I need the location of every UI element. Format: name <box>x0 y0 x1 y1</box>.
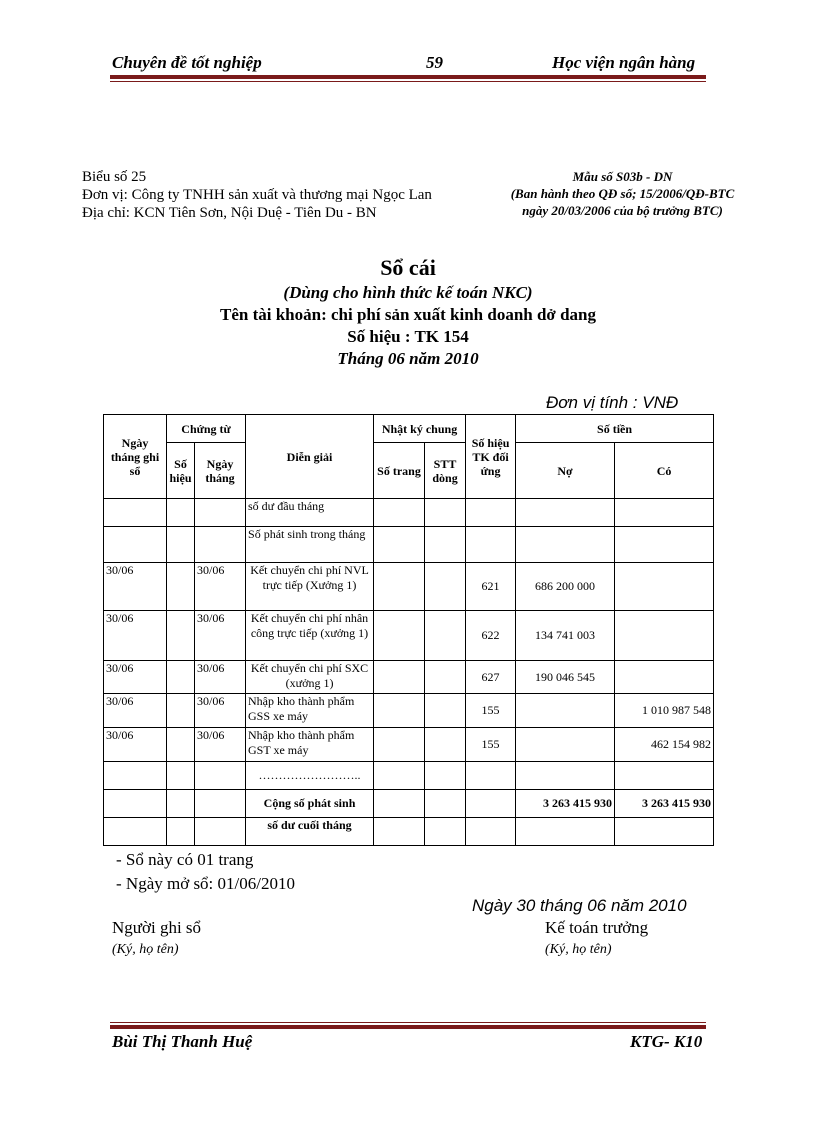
recorder-title: Người ghi sổ <box>112 918 202 937</box>
recorder-sign: (Ký, họ tên) <box>112 942 179 957</box>
row-description: Nhập kho thành phẩm GST xe máy <box>246 728 374 762</box>
notes <box>116 848 295 896</box>
page-number: 59 <box>426 53 443 72</box>
row-description: Kết chuyển chi phí nhân công trực tiếp (xưởng 1) <box>246 611 374 661</box>
col-contra-account: Số hiệu TK đối ứng <box>466 415 516 499</box>
account-name: Tên tài khoản: chi phí sản xuất kinh doanh dở dang <box>219 305 597 324</box>
total-credit: 3 263 415 930 <box>615 790 714 818</box>
account-number: Số hiệu : TK 154 <box>347 327 469 346</box>
row-description: Kết chuyển chi phí SXC (xưởng 1) <box>246 661 374 694</box>
col-date: Ngày tháng ghi sổ <box>104 415 167 499</box>
form-number: Biểu số 25 <box>82 169 147 185</box>
ledger-table <box>103 414 714 846</box>
row-description: …………………….. <box>246 762 374 790</box>
header-right: Học viện ngân hàng <box>552 53 696 72</box>
signature-date: Ngày 30 tháng 06 năm 2010 <box>472 896 687 915</box>
form-code: Mẫu số S03b - DN <box>572 169 673 184</box>
unit-label: Đơn vị tính : VNĐ <box>546 393 679 412</box>
info-left <box>82 168 432 222</box>
col-description: Diễn giải <box>246 415 374 499</box>
note-pages: - Sổ này có 01 trang <box>116 850 254 869</box>
note-open-date: - Ngày mở sổ: 01/06/2010 <box>116 874 295 893</box>
period: Tháng 06 năm 2010 <box>337 349 479 368</box>
col-voucher-no: Số hiệu <box>167 443 195 499</box>
unit-name: Đơn vị: Công ty TNHH sản xuất và thương mại Ngọc Lan <box>82 187 432 203</box>
footer-author: Bùi Thị Thanh Huệ <box>112 1032 253 1051</box>
col-voucher-date: Ngày tháng <box>195 443 246 499</box>
page-title: Sổ cái <box>380 255 436 280</box>
footer-rule <box>110 1022 706 1029</box>
table-row: 30/06 30/06 Kết chuyển chi phí NVL trực tiếp (Xưởng 1) 621 686 200 000 <box>104 563 714 611</box>
col-journal-page: Số trang <box>374 443 425 499</box>
table-row <box>104 527 714 563</box>
unit-address: Địa chỉ: KCN Tiên Sơn, Nội Duệ - Tiên Du - BN <box>82 205 377 221</box>
chief-accountant-sign: (Ký, họ tên) <box>545 942 612 957</box>
table-row: 30/06 30/06 Kết chuyển chi phí SXC (xưởng 1) 627 190 046 545 <box>104 661 714 694</box>
row-description: Nhập kho thành phẩm GSS xe máy <box>246 694 374 728</box>
issued-line-2: ngày 20/03/2006 của bộ trưởng BTC) <box>522 203 723 218</box>
table-row: 30/06 30/06 Kết chuyển chi phí nhân công trực tiếp (xưởng 1) 622 134 741 003 <box>104 611 714 661</box>
col-voucher: Chứng từ <box>167 415 246 443</box>
table-row <box>104 818 714 846</box>
row-description: Cộng số phát sinh <box>246 790 374 818</box>
table-row: 30/06 30/06 Nhập kho thành phẩm GSS xe máy 155 1 010 987 548 <box>104 694 714 728</box>
title-subtitle: (Dùng cho hình thức kế toán NKC) <box>283 283 533 302</box>
col-journal-line: STT dòng <box>425 443 466 499</box>
row-description: Số phát sinh trong tháng <box>246 527 374 563</box>
table-row <box>104 499 714 527</box>
row-description: Kết chuyển chi phí NVL trực tiếp (Xưởng 1) <box>246 563 374 611</box>
info-right <box>490 168 755 219</box>
table-row <box>104 790 714 818</box>
row-description: số dư đầu tháng <box>246 499 374 527</box>
issued-line-1: (Ban hành theo QĐ số; 15/2006/QĐ-BTC <box>510 186 735 201</box>
total-debit: 3 263 415 930 <box>516 790 615 818</box>
row-description: số dư cuối tháng <box>246 818 374 846</box>
footer-class: KTG- K10 <box>630 1032 703 1051</box>
header-left: Chuyên đề tốt nghiệp <box>112 53 262 72</box>
chief-accountant-title: Kế toán trưởng <box>545 918 649 937</box>
header-rule <box>110 75 706 82</box>
table-row <box>104 762 714 790</box>
col-journal: Nhật ký chung <box>374 415 466 443</box>
col-amount: Số tiền <box>516 415 714 443</box>
col-debit: Nợ <box>516 443 615 499</box>
table-row: 30/06 30/06 Nhập kho thành phẩm GST xe máy 155 462 154 982 <box>104 728 714 762</box>
title-block <box>0 254 816 370</box>
col-credit: Có <box>615 443 714 499</box>
